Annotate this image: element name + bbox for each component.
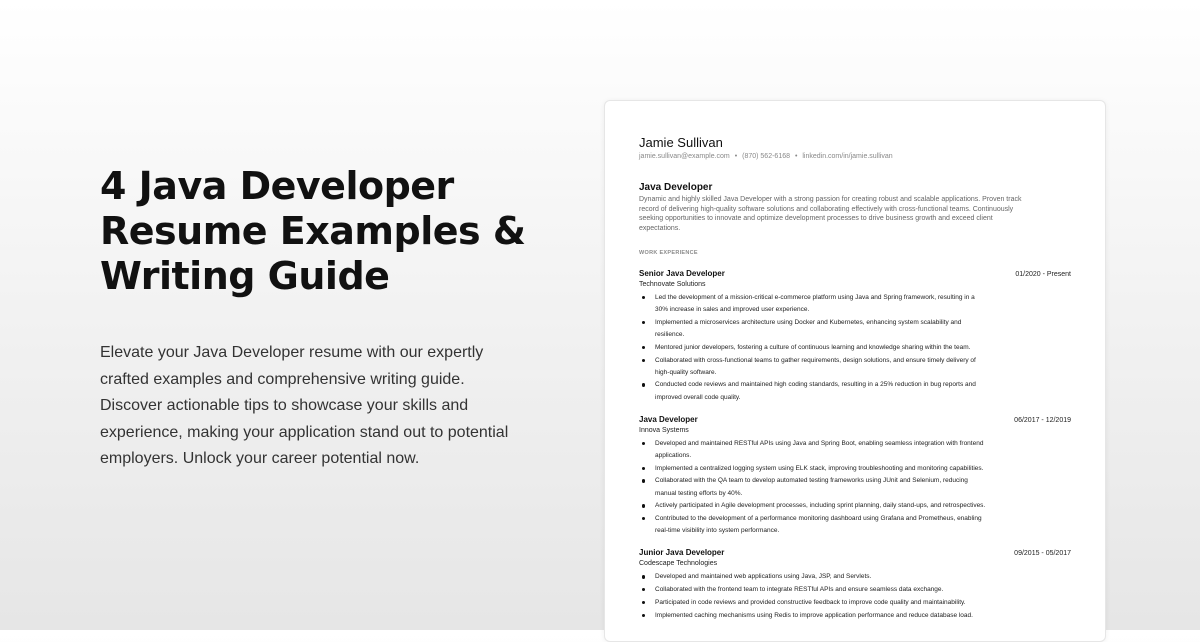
job-bullet-line: improved overall code quality. [655, 393, 741, 401]
resume-summary [639, 182, 1071, 233]
resume-content [639, 135, 1071, 622]
job-bullet [655, 513, 1071, 537]
summary-line: expectations. [639, 224, 681, 232]
job-company: Codescape Technologies [639, 560, 718, 568]
resume-name: Jamie Sullivan [639, 135, 723, 150]
contact-separator: • [794, 153, 798, 160]
work-experience-list [639, 268, 1071, 622]
job-bullet-line: Implemented a microservices architecture using Docker and Kubernetes, enhancing system scalability and [655, 318, 962, 326]
job-bullet-text [655, 438, 1071, 462]
job-bullet-line: Led the development of a mission-critical e-commerce platform using Java and Spring framework, resulting in a [655, 294, 975, 301]
job-bullets [639, 438, 1071, 538]
job-dates: 09/2015 - 05/2017 [1014, 550, 1071, 558]
job-header [639, 547, 1071, 558]
bullet-dot-icon [642, 575, 645, 578]
work-experience-heading: WORK EXPERIENCE [639, 250, 698, 256]
bullet-dot-icon [642, 601, 645, 604]
page-title-line: Writing Guide [100, 254, 390, 298]
job-bullet-line: Contributed to the development of a performance monitoring dashboard using Grafana and Prometheus, enabling [655, 515, 982, 523]
job-bullet-line: Collaborated with cross-functional teams to gather requirements, design solutions, and ensure timely delivery of [655, 356, 976, 364]
job-bullet-text [655, 500, 1071, 512]
page-description-line: crafted examples and comprehensive writing guide. [100, 370, 465, 388]
job-bullet-line: resilience. [655, 331, 685, 339]
job-dates: 06/2017 - 12/2019 [1014, 416, 1071, 424]
job-bullets [639, 571, 1071, 621]
job-bullet-line: manual testing efforts by 40%. [655, 489, 743, 497]
job-title: Senior Java Developer [639, 269, 725, 278]
job-title: Junior Java Developer [639, 548, 725, 558]
summary-line: Dynamic and highly skilled Java Developer with a strong passion for creating robust and scalable applications. Proven track [639, 196, 1022, 203]
page-description-line: Discover actionable tips to showcase your skills and [100, 397, 469, 414]
job-bullet [655, 584, 1071, 596]
resume-email: jamie.sullivan@example.com [639, 153, 730, 160]
bullet-dot-icon [642, 588, 645, 591]
job-bullet-text [655, 610, 1071, 622]
contact-separator: • [734, 153, 738, 160]
job-bullet [655, 571, 1071, 583]
resume-preview [604, 100, 1106, 642]
job-bullet-line: Implemented caching mechanisms using Redis to improve application performance and reduce database load. [655, 611, 973, 619]
job-bullet-line: 30% increase in sales and improved user experience. [655, 306, 810, 314]
job-entry [639, 547, 1071, 621]
job-bullet-text [655, 475, 1071, 499]
resume-contact [639, 152, 1071, 161]
job-bullet-line: Collaborated with the frontend team to integrate RESTful APIs and ensure seamless data exchange. [655, 586, 944, 594]
job-bullet-line: Mentored junior developers, fostering a culture of continuous learning and knowledge sharing within the team. [655, 343, 971, 351]
job-company: Innova Systems [639, 426, 689, 434]
job-entry [639, 414, 1071, 538]
job-header [639, 268, 1071, 279]
job-bullet-text [655, 292, 1071, 316]
job-bullet-text [655, 342, 1071, 354]
bullet-dot-icon [642, 321, 645, 324]
job-bullets [639, 292, 1071, 404]
page-description [100, 340, 550, 473]
bullet-dot-icon [642, 442, 645, 445]
job-bullet-text [655, 584, 1071, 596]
job-bullet-text [655, 597, 1071, 609]
job-bullet [655, 292, 1071, 316]
job-bullet-text [655, 355, 1071, 379]
bullet-dot-icon [642, 296, 645, 299]
bullet-dot-icon [642, 467, 645, 470]
job-bullet [655, 463, 1071, 475]
bullet-dot-icon [642, 359, 645, 362]
summary-line: seeking opportunities to innovate and optimize development processes to drive business growth and exceed client [639, 215, 993, 222]
page-description-line: experience, making your application stand out to potential [100, 423, 509, 441]
resume-phone: (870) 562-6168 [742, 153, 790, 160]
bullet-dot-icon [642, 383, 645, 386]
bullet-dot-icon [642, 504, 645, 507]
job-bullet [655, 342, 1071, 354]
page-title-line: 4 Java Developer [100, 164, 454, 208]
job-entry [639, 268, 1071, 404]
summary-title: Java Developer [639, 182, 713, 193]
job-bullet-text [655, 571, 1071, 583]
resume-linkedin: linkedin.com/in/jamie.sullivan [802, 153, 893, 160]
job-bullet-line: applications. [655, 452, 692, 460]
bullet-dot-icon [642, 517, 645, 520]
job-bullet-line: Developed and maintained RESTful APIs using Java and Spring Boot, enabling seamless integration with frontend [655, 439, 984, 447]
bullet-dot-icon [642, 346, 645, 349]
job-bullet-line: Collaborated with the QA team to develop automated testing frameworks using JUnit and Selenium, reducing [655, 477, 968, 485]
job-bullet [655, 610, 1071, 622]
job-bullet-text [655, 463, 1071, 475]
page-description-line: Elevate your Java Developer resume with our expertly [100, 344, 484, 361]
job-company: Technovate Solutions [639, 281, 706, 288]
page-title [100, 164, 550, 299]
job-bullet-line: high-quality software. [655, 368, 717, 376]
summary-line: record of delivering high-quality software solutions and collaborating effectively with cross-functional teams. Continuously [639, 205, 1014, 213]
job-bullet [655, 597, 1071, 609]
job-bullet-line: Actively participated in Agile development processes, including sprint planning, daily stand-ups, and retrospectives. [655, 502, 986, 510]
job-bullet-text [655, 379, 1071, 403]
job-bullet [655, 438, 1071, 462]
job-bullet-line: Participated in code reviews and provided constructive feedback to improve code quality and maintainability. [655, 598, 966, 606]
job-bullet-line: real-time visibility into system performance. [655, 527, 780, 535]
summary-text [639, 195, 1071, 233]
bullet-dot-icon [642, 614, 645, 617]
job-bullet-line: Conducted code reviews and maintained high coding standards, resulting in a 25% reduction in bug reports and [655, 381, 976, 389]
job-bullet [655, 379, 1071, 403]
job-bullet [655, 355, 1071, 379]
job-bullet-line: Developed and maintained web applications using Java, JSP, and Servlets. [655, 573, 872, 581]
job-bullet [655, 500, 1071, 512]
hero-section [100, 0, 550, 630]
job-bullet [655, 475, 1071, 499]
job-bullet [655, 317, 1071, 341]
page-description-line: employers. Unlock your career potential now. [100, 450, 420, 467]
job-dates: 01/2020 - Present [1015, 271, 1071, 278]
job-bullet-line: Implemented a centralized logging system using ELK stack, improving troubleshooting and monitoring capabilities. [655, 464, 984, 472]
bullet-dot-icon [642, 479, 645, 482]
page-title-line: Resume Examples & [100, 209, 526, 253]
job-bullet-text [655, 317, 1071, 341]
job-bullet-text [655, 513, 1071, 537]
job-header [639, 414, 1071, 425]
job-title: Java Developer [639, 414, 698, 424]
